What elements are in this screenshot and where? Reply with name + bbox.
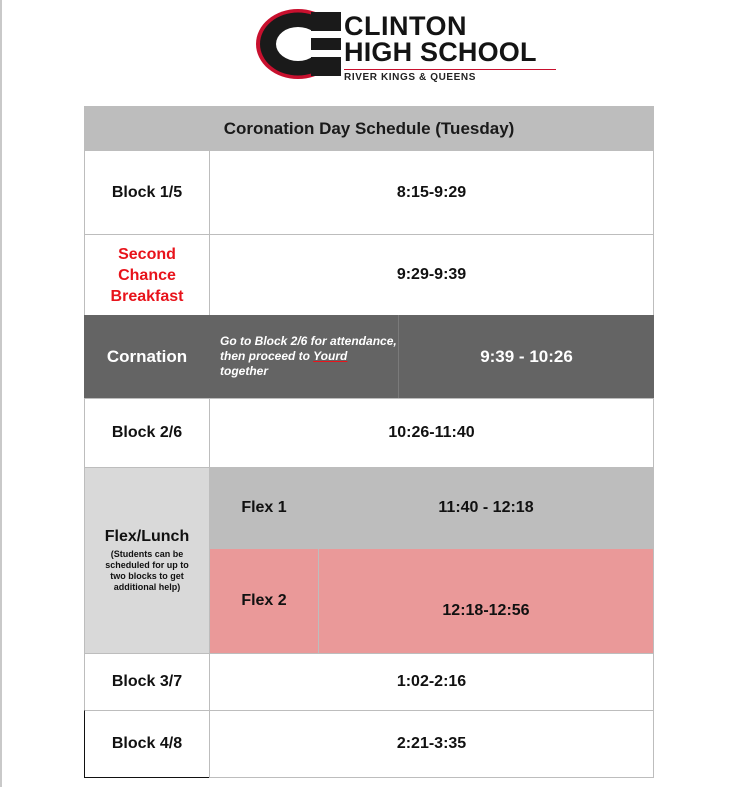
flex-2-time: 12:18-12:56 [318,548,654,654]
note-link: Yourd [313,349,348,363]
note-text: Go to Block 2/6 for attendance, then proceed to [220,334,397,363]
logo-divider [344,69,556,70]
row-time-block-1-5: 8:15-9:29 [209,150,654,235]
row-time-block-3-7: 1:02-2:16 [209,653,654,711]
row-time-second-chance-breakfast: 9:29-9:39 [209,234,654,316]
label-line: Breakfast [110,287,184,305]
flex-lunch-title: Flex/Lunch [104,528,190,545]
note-text: together [220,364,268,378]
flex-1-time: 11:40 - 12:18 [318,467,654,549]
page-edge-rule [0,0,2,787]
row-time-block-2-6: 10:26-11:40 [209,398,654,468]
label-line: Chance [118,266,176,284]
logo-title-line1: CLINTON [344,11,467,41]
row-time-cornation: 9:39 - 10:26 [398,315,654,398]
logo-subtitle: RIVER KINGS & QUEENS [344,72,477,83]
row-label-block-3-7: Block 3/7 [84,653,210,711]
row-label-flex-lunch [84,467,210,654]
row-label-second-chance-breakfast [84,234,210,316]
row-label-block-4-8: Block 4/8 [84,710,210,778]
flex-2-label: Flex 2 [209,548,319,654]
label-line: Second [118,245,176,263]
row-label-block-2-6: Block 2/6 [84,398,210,468]
clinton-c-logo-icon [255,8,341,80]
logo-title-line2: HIGH SCHOOL [344,37,537,67]
row-label-block-1-5: Block 1/5 [84,150,210,235]
cornation-note [210,315,398,398]
flex-lunch-note: (Students can be scheduled for up to two blocks to get additional help) [105,549,189,592]
row-label-cornation: Cornation [84,315,210,398]
schedule-title: Coronation Day Schedule (Tuesday) [84,106,654,151]
school-logo [255,8,555,88]
flex-1-label: Flex 1 [209,467,319,549]
row-time-block-4-8: 2:21-3:35 [209,710,654,778]
